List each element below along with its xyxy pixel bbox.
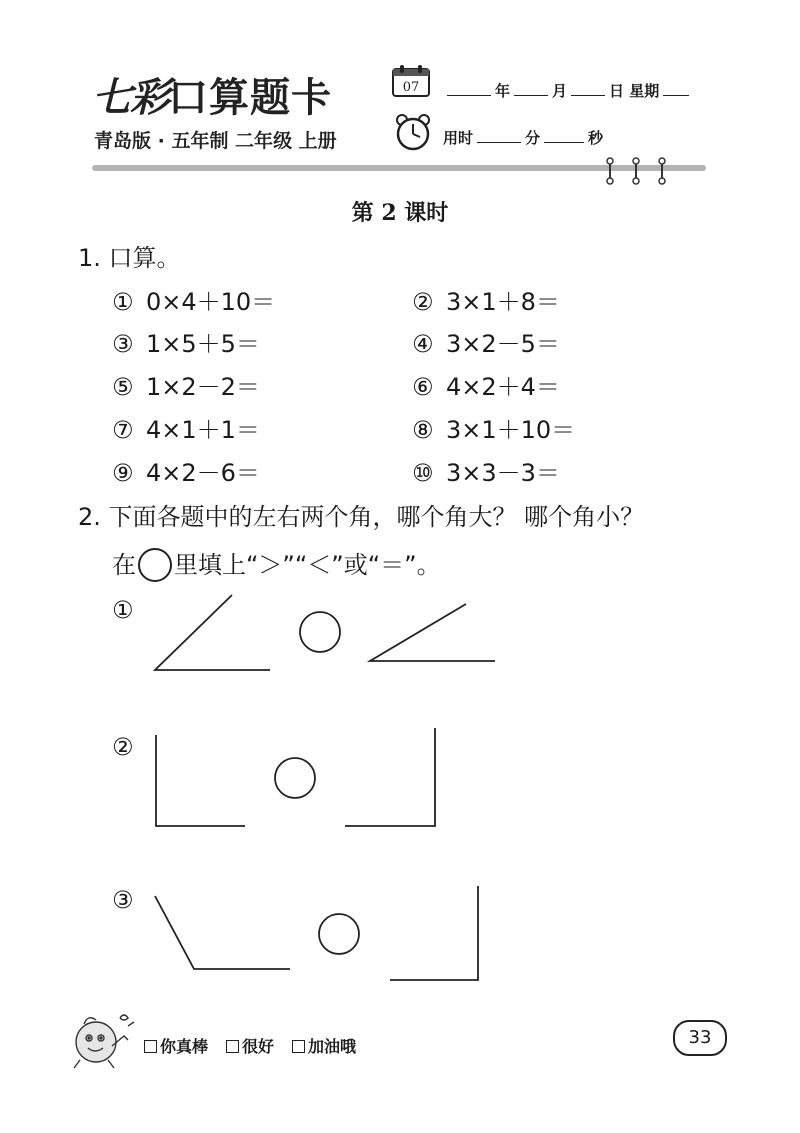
checkbox-icon[interactable] [144,1040,157,1053]
q1-item-7 [112,410,260,445]
brand-logo [92,66,332,123]
week-label: 星期 [629,82,660,100]
item-number: ⑥ [412,373,434,401]
book-subtitle: 青岛版 · 五年制 二年级 上册 [94,130,337,152]
q1-title: 1. 口算。 [78,244,181,272]
minute-label: 分 [525,129,541,147]
item-number: ① [112,288,134,316]
answer-circle-2[interactable] [275,758,315,798]
item-expression: 4×2－6＝ [146,459,260,487]
item-number: ⑤ [112,373,134,401]
item-number: ⑧ [412,416,434,444]
calendar-icon [391,64,431,98]
page-number: 33 [673,1020,727,1056]
q1-item-1 [112,282,275,317]
item-number: ⑨ [112,459,134,487]
binding-pegs [600,157,670,187]
angle-2-left [156,735,245,826]
option-label: 你真棒 [160,1037,209,1056]
q1-item-10 [412,453,560,488]
option-great[interactable] [144,1037,208,1056]
item-number: ⑦ [112,416,134,444]
item-expression: 3×3－3＝ [446,459,560,487]
item-expression: 4×1＋1＝ [146,416,260,444]
q1-item-8 [412,410,575,445]
item-number: ④ [412,330,434,358]
calendar-date: 07 [402,80,420,95]
q2-instruction [112,545,441,582]
checkbox-icon[interactable] [226,1040,239,1053]
angle-3-right [390,886,478,980]
q2-title: 2. 下面各题中的左右两个角，哪个角大？ 哪个角小？ [78,503,645,531]
second-blank[interactable] [544,128,584,143]
q1-item-5 [112,367,260,402]
q1-item-9 [112,453,260,488]
checkbox-icon[interactable] [292,1040,305,1053]
day-label: 日 [609,82,625,100]
instr-before: 在 [112,551,136,579]
date-fill-line [443,80,693,101]
q1-item-3 [112,324,260,359]
year-label: 年 [495,82,511,100]
item-number: ⑩ [412,459,434,487]
month-blank[interactable] [514,81,548,96]
week-blank[interactable] [663,81,689,96]
time-label: 用时 [443,129,474,147]
logo-qicai: 七彩 [92,74,168,121]
angle-3-left [155,896,290,969]
logo-title: 口算题卡 [168,74,332,121]
q2-label-1: ① [112,596,134,624]
item-number: ③ [112,330,134,358]
q2-label-2: ② [112,733,134,761]
option-label: 加油哦 [308,1037,357,1056]
q1-item-2 [412,282,560,317]
item-expression: 3×1＋10＝ [446,416,576,444]
q2-label-3: ③ [112,886,134,914]
item-expression: 3×2－5＝ [446,330,560,358]
clock-icon [393,112,433,152]
minute-blank[interactable] [477,128,521,143]
angle-1-left [155,595,270,670]
angle-1-right [370,604,495,661]
item-expression: 1×5＋5＝ [146,330,260,358]
item-expression: 4×2＋4＝ [446,373,560,401]
item-number: ② [412,288,434,316]
time-fill-line [443,127,603,148]
instr-after: 里填上“＞”“＜”或“＝”。 [174,551,441,579]
item-expression: 3×1＋8＝ [446,288,560,316]
self-evaluation [144,1034,374,1057]
answer-circle-3[interactable] [319,914,359,954]
option-keep-going[interactable] [292,1037,356,1056]
option-good[interactable] [226,1037,274,1056]
year-blank[interactable] [447,81,491,96]
option-label: 很好 [242,1037,275,1056]
month-label: 月 [552,82,568,100]
item-expression: 1×2－2＝ [146,373,260,401]
answer-circle-1[interactable] [300,612,340,652]
day-blank[interactable] [571,81,605,96]
item-expression: 0×4＋10＝ [146,288,276,316]
second-label: 秒 [588,129,604,147]
q1-item-4 [412,324,560,359]
angle-2-right [345,728,435,826]
q1-item-6 [412,367,560,402]
lesson-title: 第 2 课时 [351,200,449,226]
mascot-icon [68,1006,138,1072]
inline-circle-icon [138,548,172,582]
